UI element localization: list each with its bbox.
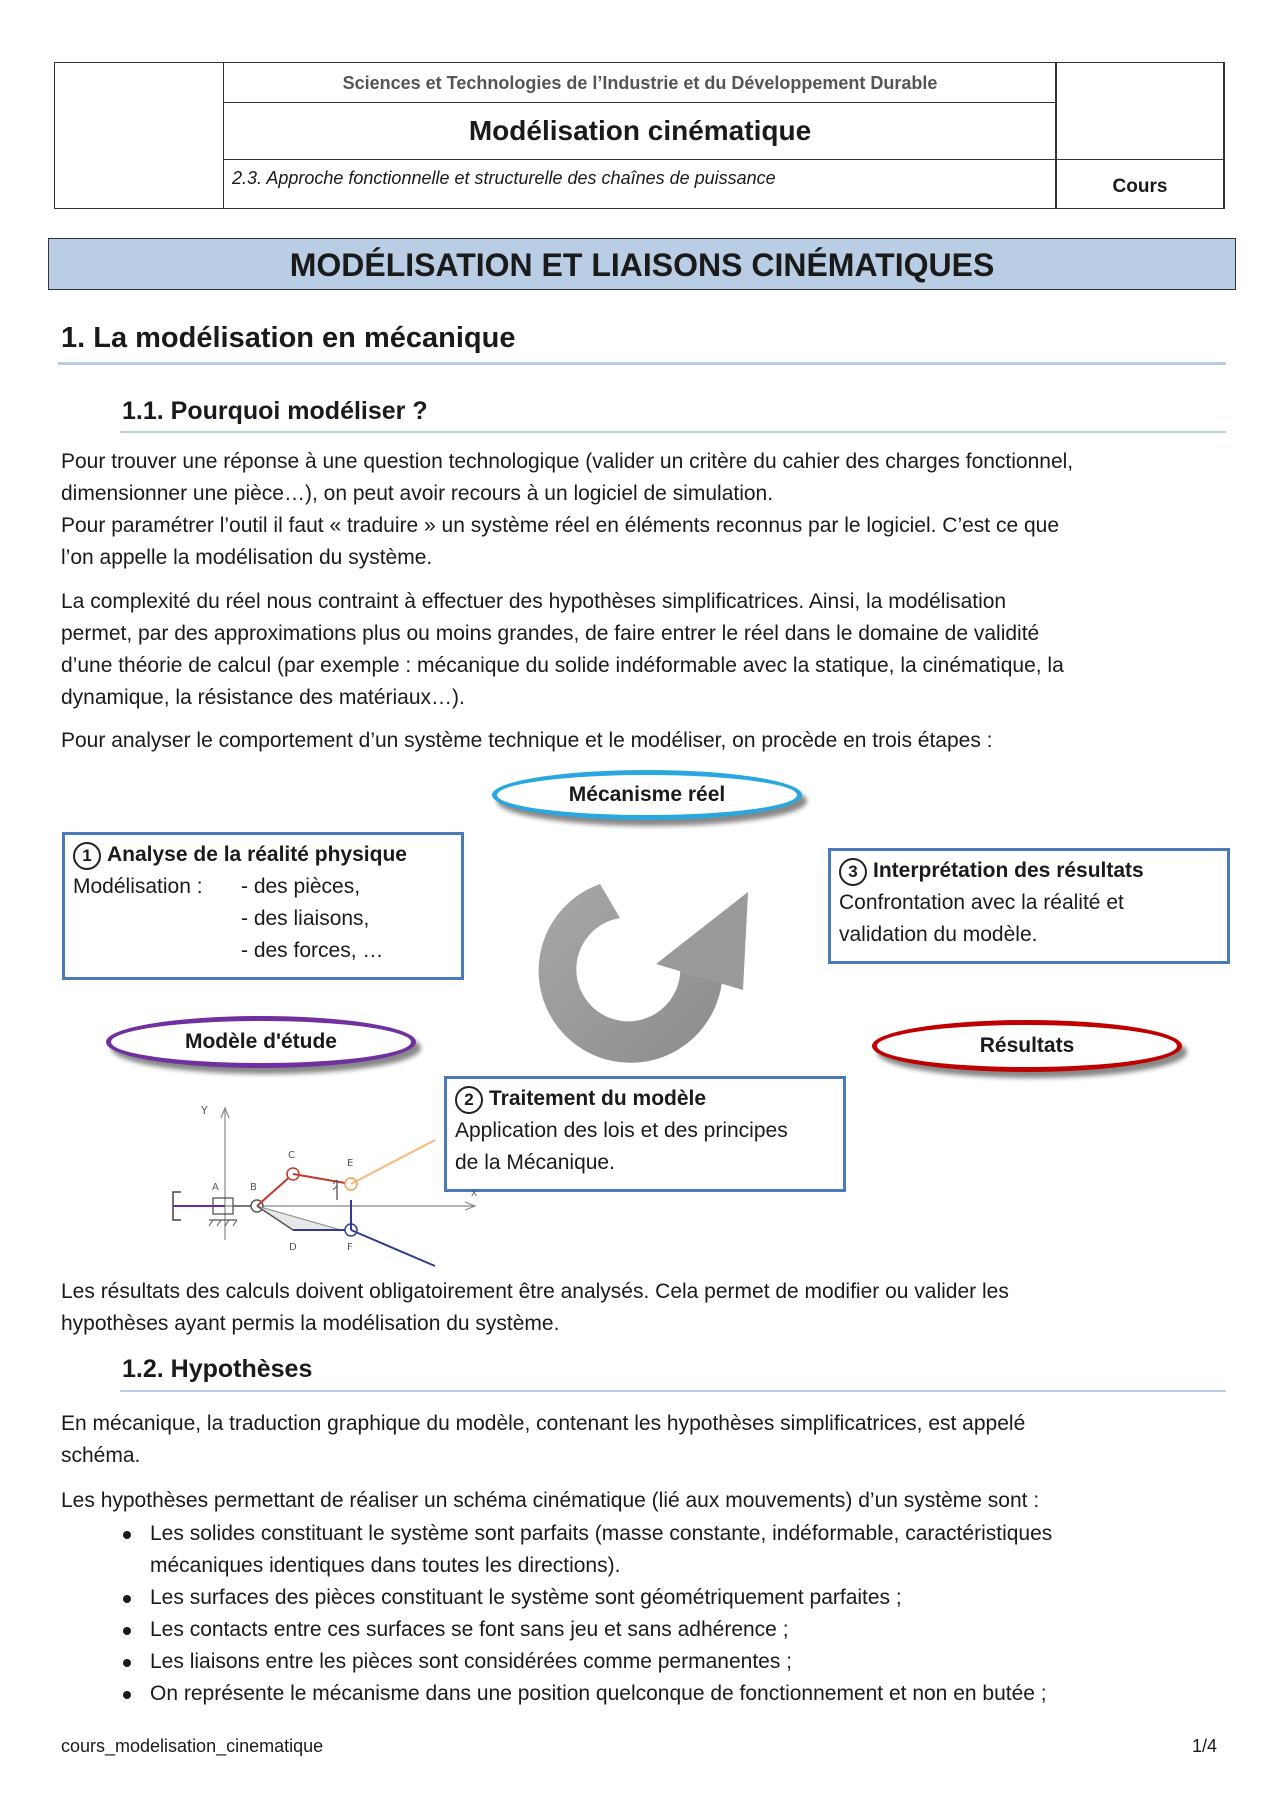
header-subject: Sciences et Technologies de l’Industrie et du Développement Durable (223, 62, 1057, 103)
step-2-box (444, 1076, 846, 1192)
text-line: On représente le mécanisme dans une position quelconque de fonctionnement et non en butée ; (150, 1682, 1047, 1705)
oval-study-model: Modèle d'étude (106, 1016, 416, 1068)
step-3-box (828, 848, 1230, 964)
step-2-title: Traitement du modèle (489, 1087, 707, 1110)
step-2-title-row (455, 1083, 835, 1115)
text-line: Pour paramétrer l’outil il faut « traduire » un système réel en éléments reconnus par le logiciel. C’est ce que (61, 514, 1060, 537)
paragraph-4 (61, 1408, 1231, 1472)
header-doc-type: Cours (1055, 159, 1225, 209)
paragraph-5: Les hypothèses permettant de réaliser un schéma cinématique (lié aux mouvements) d’un système sont : (61, 1489, 1040, 1512)
text-line: dimensionner une pièce…), on peut avoir recours à un logiciel de simulation. (61, 482, 774, 505)
text-line: En mécanique, la traduction graphique du modèle, contenant les hypothèses simplificatrices, est appelé (61, 1412, 1026, 1435)
step-1-title: Analyse de la réalité physique (107, 843, 407, 866)
header-table (54, 62, 1224, 209)
step-2-line-1: Application des lois et des principes (455, 1119, 788, 1142)
list-item (150, 1582, 1230, 1614)
list-item (150, 1646, 1230, 1678)
text-line: mécaniques identiques dans toutes les directions). (150, 1554, 621, 1577)
point-b-label: B (250, 1182, 257, 1193)
step-1-label: Modélisation : (73, 875, 203, 898)
text-line: Les résultats des calculs doivent obligatoirement être analysés. Cela permet de modifier ou valider les (61, 1280, 1009, 1303)
header-section: 2.3. Approche fonctionnelle et structurelle des chaînes de puissance (223, 159, 1057, 209)
step-1-items (241, 871, 383, 967)
section-1-title: 1. La modélisation en mécanique (61, 322, 516, 354)
axis-x-label: X (471, 1189, 478, 1199)
kinematic-schema (165, 1100, 485, 1270)
list-item: - des liaisons, (241, 907, 370, 930)
step-1-box (62, 832, 464, 980)
section-1-rule (58, 362, 1226, 365)
section-1-1-rule (120, 431, 1226, 433)
point-c-label: C (288, 1150, 295, 1161)
page-banner: MODÉLISATION ET LIAISONS CINÉMATIQUES (48, 238, 1236, 290)
text-line: Les liaisons entre les pièces sont considérées comme permanentes ; (150, 1650, 792, 1673)
text-line: Pour trouver une réponse à une question technologique (valider un critère du cahier des charges fonctionnel, (61, 450, 1074, 473)
paragraph-3: Pour analyser le comportement d’un système technique et le modéliser, on procède en trois étapes : (61, 729, 993, 752)
text-line: d’une théorie de calcul (par exemple : mécanique du solide indéformable avec la statique, la cinématique, la (61, 654, 1064, 677)
step-number-badge: 2 (455, 1086, 483, 1114)
step-number-badge: 1 (73, 842, 101, 870)
list-item: - des forces, … (241, 939, 384, 962)
section-1-2-rule (120, 1390, 1226, 1392)
step-3-line-1: Confrontation avec la réalité et (839, 891, 1124, 914)
list-item (150, 1614, 1230, 1646)
text-line: Les solides constituant le système sont parfaits (masse constante, indéformable, caractéristiques (150, 1522, 1053, 1545)
paragraph-2 (61, 586, 1231, 714)
oval-results: Résultats (872, 1020, 1182, 1072)
paragraph-after-diagram (61, 1276, 1231, 1340)
step-number-badge: 3 (839, 858, 867, 886)
text-line: La complexité du réel nous contraint à effectuer des hypothèses simplificatrices. Ainsi, la modélisation (61, 590, 1007, 613)
section-1-1-title: 1.1. Pourquoi modéliser ? (122, 397, 428, 425)
text-line: dynamique, la résistance des matériaux…). (61, 686, 465, 709)
list-item (150, 1678, 1230, 1710)
header-logo-cell (54, 62, 224, 209)
section-1-2-title: 1.2. Hypothèses (122, 1355, 313, 1383)
point-a-label: A (212, 1182, 219, 1193)
cycle-arrow-icon (528, 872, 768, 1092)
list-item (150, 1518, 1230, 1582)
point-f-label: F (347, 1242, 353, 1253)
text-line: permet, par des approximations plus ou moins grandes, de faire entrer le réel dans le domaine de validité (61, 622, 1040, 645)
list-item: - des pièces, (241, 875, 361, 898)
step-1-content (73, 871, 453, 967)
text-line: l’on appelle la modélisation du système. (61, 546, 433, 569)
point-d-label: D (289, 1242, 297, 1253)
text-line: hypothèses ayant permis la modélisation du système. (61, 1312, 560, 1335)
step-3-title: Interprétation des résultats (873, 859, 1144, 882)
footer-page-number: 1/4 (1192, 1736, 1218, 1756)
point-e-label: E (347, 1158, 354, 1169)
hypotheses-list (150, 1518, 1230, 1710)
step-3-line-2: validation du modèle. (839, 923, 1038, 946)
paragraph-1 (61, 446, 1231, 574)
text-line: Les surfaces des pièces constituant le système sont géométriquement parfaites ; (150, 1586, 902, 1609)
axis-y-label: Y (201, 1104, 208, 1117)
step-3-title-row (839, 855, 1219, 887)
footer-filename: cours_modelisation_cinematique (61, 1736, 324, 1756)
header-title: Modélisation cinématique (223, 102, 1057, 160)
text-line: Les contacts entre ces surfaces se font sans jeu et sans adhérence ; (150, 1618, 789, 1641)
text-line: schéma. (61, 1444, 141, 1467)
oval-real-mechanism: Mécanisme réel (492, 770, 802, 820)
step-2-line-2: de la Mécanique. (455, 1151, 615, 1174)
step-1-title-row (73, 839, 453, 871)
